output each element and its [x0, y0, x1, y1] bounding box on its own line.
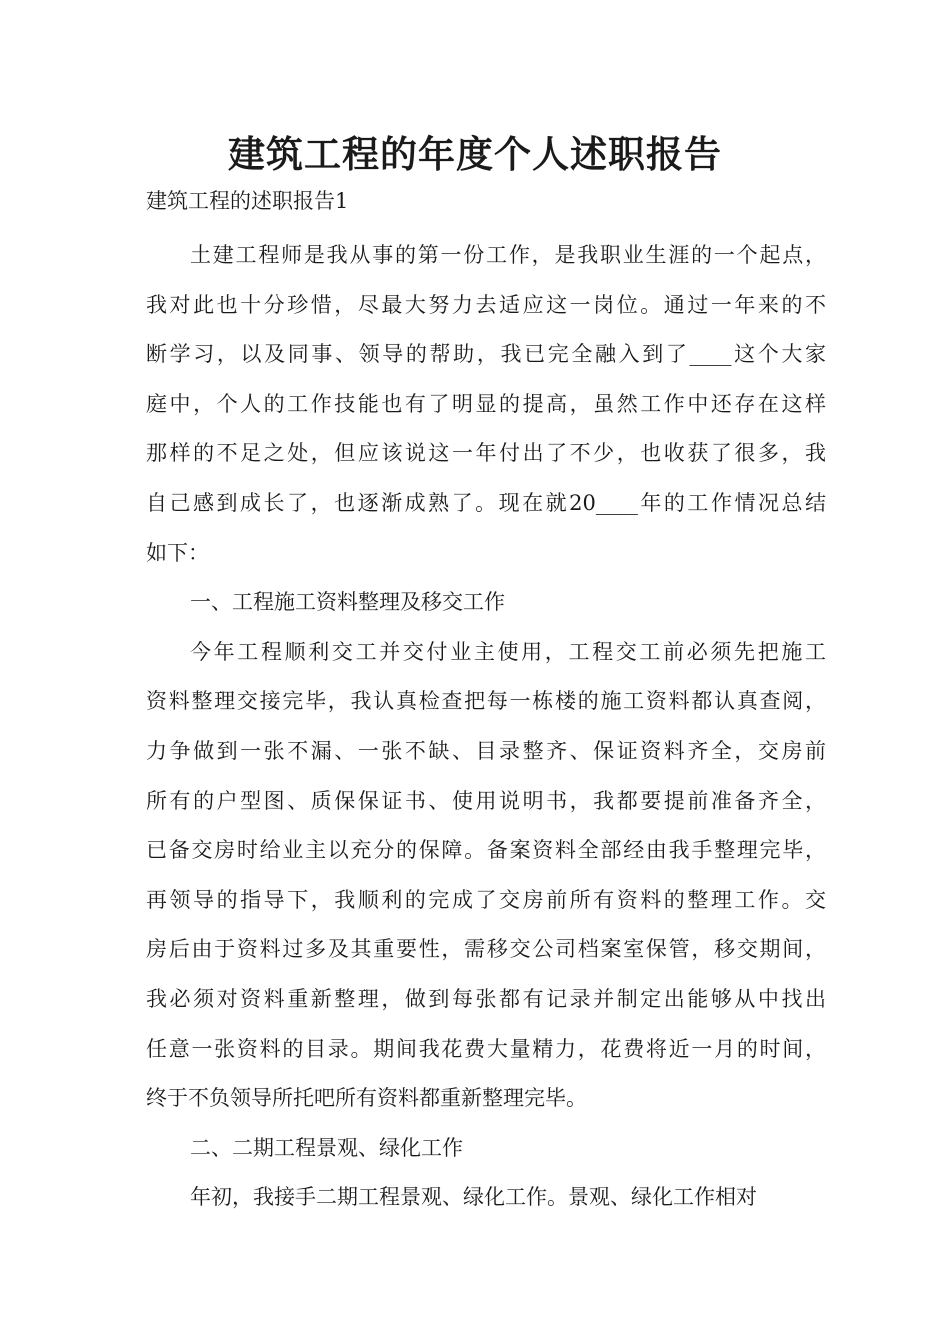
paragraph-line: 房后由于资料过多及其重要性，需移交公司档案室保管，移交期间，	[146, 937, 826, 962]
paragraph-line: 再领导的指导下，我顺利的完成了交房前所有资料的整理工作。交	[146, 887, 826, 912]
paragraph	[146, 1173, 826, 1223]
section-heading: 二、二期工程景观、绿化工作	[190, 1135, 463, 1160]
paragraph-line: 土建工程师是我从事的第一份工作，是我职业生涯的一个起点，	[190, 243, 826, 267]
section-heading: 一、工程施工资料整理及移交工作	[190, 590, 505, 615]
paragraph-line: 任意一张资料的目录。期间我花费大量精力，花费将近一月的时间，	[146, 1036, 826, 1061]
paragraph-line: 年初，我接手二期工程景观、绿化工作。景观、绿化工作相对	[190, 1185, 757, 1210]
paragraph-line: 庭中，个人的工作技能也有了明显的提高，虽然工作中还存在这样	[146, 391, 826, 416]
paragraph-line: 那样的不足之处，但应该说这一年付出了不少，也收获了很多，我	[146, 441, 826, 466]
paragraph-line: 已备交房时给业主以充分的保障。备案资料全部经由我手整理完毕，	[146, 838, 826, 863]
paragraph	[146, 231, 826, 578]
paragraph-line: 自己感到成长了，也逐渐成熟了。现在就20____年的工作情况总结	[146, 490, 826, 515]
paragraph-line: 我对此也十分珍惜，尽最大努力去适应这一岗位。通过一年来的不	[146, 292, 826, 317]
paragraph-line: 力争做到一张不漏、一张不缺、目录整齐、保证资料齐全，交房前	[146, 738, 826, 763]
document-subtitle: 建筑工程的述职报告1	[146, 189, 349, 213]
paragraph-line: 今年工程顺利交工并交付业主使用，工程交工前必须先把施工	[190, 639, 826, 664]
paragraph-line: 断学习，以及同事、领导的帮助，我已完全融入到了____这个大家	[146, 342, 826, 367]
document-title: 建筑工程的年度个人述职报告	[228, 132, 722, 176]
paragraph-line: 我必须对资料重新整理，做到每张都有记录并制定出能够从中找出	[146, 986, 826, 1011]
paragraph	[146, 628, 826, 1124]
paragraph-line: 终于不负领导所托吧所有资料都重新整理完毕。	[146, 1086, 587, 1111]
paragraph-line: 所有的户型图、质保保证书、使用说明书，我都要提前准备齐全，	[146, 788, 826, 813]
paragraph-line: 资料整理交接完毕，我认真检查把每一栋楼的施工资料都认真查阅，	[146, 689, 826, 714]
paragraph-line: 如下：	[146, 540, 209, 565]
document-body	[146, 231, 826, 1223]
